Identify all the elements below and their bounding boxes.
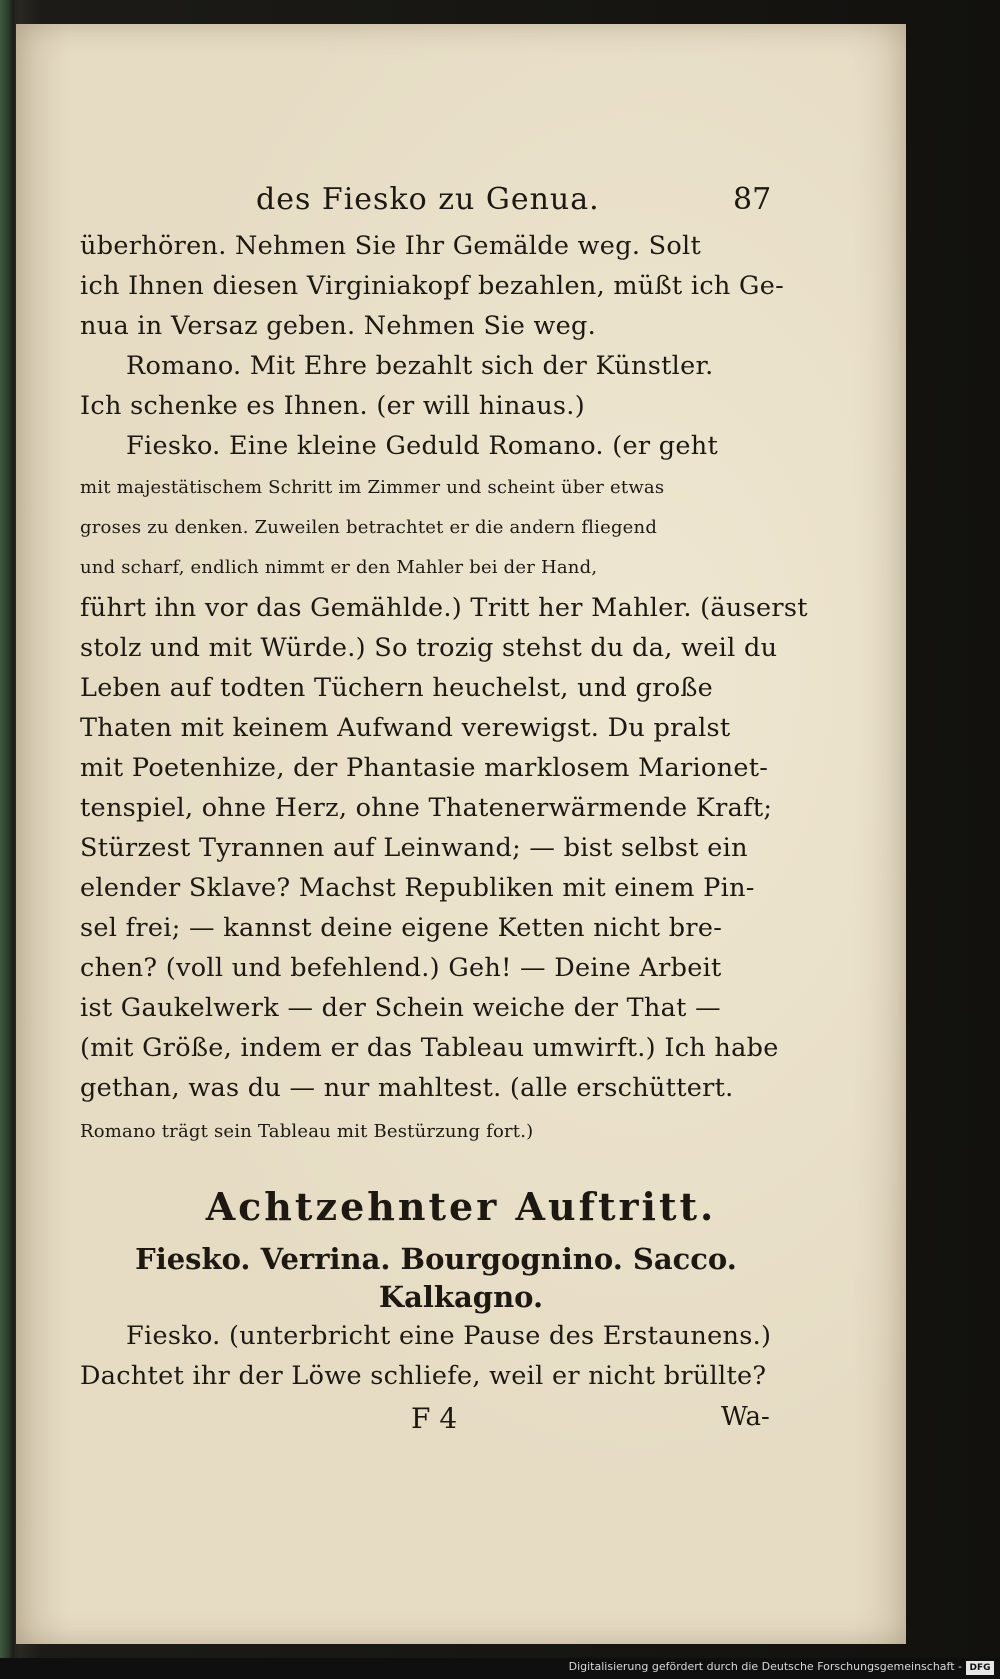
text-line: mit Poetenhize, der Phantasie marklosem Marionet- bbox=[80, 753, 769, 783]
text-line: ist Gaukelwerk — der Schein weiche der That — bbox=[80, 993, 721, 1023]
running-title: des Fiesko zu Genua. bbox=[256, 182, 600, 217]
text-line: sel frei; — kannst deine eigene Ketten nicht bre- bbox=[80, 913, 723, 943]
text-line: Thaten mit keinem Aufwand verewigst. Du pralst bbox=[80, 713, 731, 743]
text-line: Dachtet ihr der Löwe schliefe, weil er nicht brüllte? bbox=[80, 1361, 767, 1391]
text-line: nua in Versaz geben. Nehmen Sie weg. bbox=[80, 311, 597, 341]
text-line: führt ihn vor das Gemählde.) Tritt her Mahler. (äuserst bbox=[80, 593, 808, 623]
stage-direction-line: mit majestätischem Schritt im Zimmer und scheint über etwas bbox=[80, 477, 665, 498]
text-line: Leben auf todten Tüchern heuchelst, und große bbox=[80, 673, 714, 703]
book-spine-edge bbox=[0, 0, 14, 1679]
dfg-logo: DFG bbox=[966, 1661, 994, 1675]
text-line: chen? (voll und befehlend.) Geh! — Deine Arbeit bbox=[80, 953, 722, 983]
text-line: (mit Größe, indem er das Tableau umwirft.) Ich habe bbox=[80, 1033, 779, 1063]
cast-list: Fiesko. Verrina. Bourgognino. Sacco. bbox=[135, 1242, 737, 1276]
stage-direction-line: groses zu denken. Zuweilen betrachtet er die andern fliegend bbox=[80, 517, 658, 538]
text-line: gethan, was du — nur mahltest. (alle erschüttert. bbox=[80, 1073, 734, 1103]
text-line-speaker-fiesko: Fiesko. Eine kleine Geduld Romano. (er geht bbox=[126, 431, 719, 461]
digitization-note: Digitalisierung gefördert durch die Deutsche Forschungsgemeinschaft - bbox=[568, 1660, 962, 1673]
book-page bbox=[16, 24, 906, 1644]
text-line: Stürzest Tyrannen auf Leinwand; — bist selbst ein bbox=[80, 833, 748, 863]
text-line: tenspiel, ohne Herz, ohne Thatenerwärmende Kraft; bbox=[80, 793, 773, 823]
stage-direction-line: Romano trägt sein Tableau mit Bestürzung fort.) bbox=[80, 1121, 534, 1142]
cast-list-continued: Kalkagno. bbox=[378, 1280, 544, 1314]
text-line: überhören. Nehmen Sie Ihr Gemälde weg. Solt bbox=[80, 231, 702, 261]
stage-direction-line: und scharf, endlich nimmt er den Mahler bei der Hand, bbox=[80, 557, 598, 578]
text-line: Ich schenke es Ihnen. (er will hinaus.) bbox=[80, 391, 585, 421]
text-line: ich Ihnen diesen Virginiakopf bezahlen, müßt ich Ge- bbox=[80, 271, 785, 301]
text-line: stolz und mit Würde.) So trozig stehst du da, weil du bbox=[80, 633, 778, 663]
text-line-speaker-fiesko: Fiesko. (unterbricht eine Pause des Erstaunens.) bbox=[126, 1321, 772, 1351]
text-line: elender Sklave? Machst Republiken mit einem Pin- bbox=[80, 873, 755, 903]
printer-signature-mark: F 4 bbox=[411, 1402, 458, 1435]
page-number: 87 bbox=[733, 182, 772, 217]
catchword: Wa- bbox=[721, 1402, 770, 1432]
text-line-speaker-romano: Romano. Mit Ehre bezahlt sich der Künstler. bbox=[126, 351, 714, 381]
scene-heading: Achtzehnter Auftritt. bbox=[205, 1184, 717, 1229]
